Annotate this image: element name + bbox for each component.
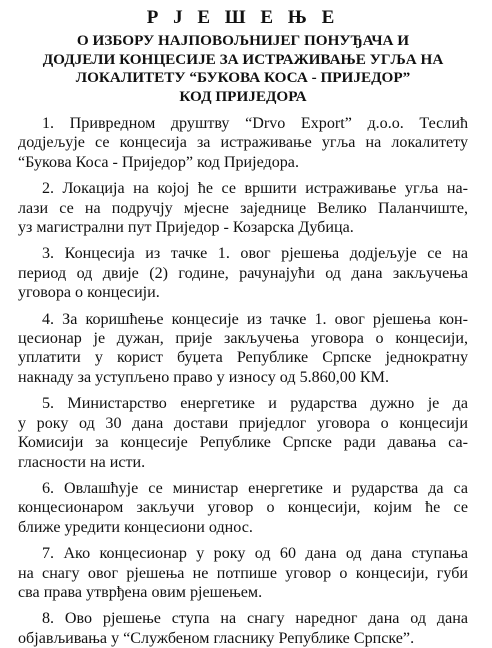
item-line: концесионаром закључи уговор о концесији, којим ће се [18,499,468,517]
item-line: уговора о концесији. [18,284,160,302]
decision-item-3 [18,244,468,302]
decision-item-6 [18,479,468,537]
item-line: 8. Ово рјешење ступа на снагу наредног дана од дана [42,610,468,628]
item-line: објављивања у “Службеном гласнику Републике Српске”. [18,629,415,647]
item-line: 7. Ако концесионар у року од 60 дана од дана ступања [42,545,468,563]
subtitle-line: ЛОКАЛИТЕТУ “БУКОВА КОСА - ПРИЈЕДОР” [75,69,411,86]
decision-item-1 [18,114,468,172]
item-line: период од двије (2) године, рачунајући од дана закључења [18,264,468,282]
item-line: накнаду за уступљено право у износу од 5.860,00 КМ. [18,368,389,386]
decision-item-2 [18,179,468,237]
item-line: 6. Овлашћује се министар енергетике и рударства да са [42,479,468,497]
item-line: лази се на подручју мјесне заједнице Велико Паланчиште, [18,199,468,217]
item-line: уз магистрални пут Приједор - Козарска Дубица. [18,219,354,237]
subtitle-line: ДОДЈЕЛИ КОНЦЕСИЈЕ ЗА ИСТРАЖИВАЊЕ УГЉА НА [42,50,444,68]
item-line: додјељује се концесија за истраживање угља на локалитету [18,134,468,152]
document-title: Р Ј Е Ш Е Њ Е [146,7,340,28]
item-line: у року од 30 дана достави приједлог уговора о концесији [18,414,468,432]
decision-item-5 [18,394,468,472]
item-line: сва права утврђена овим рјешењем. [18,583,263,601]
decision-item-8 [18,609,468,648]
item-line: 2. Локација на којој ће се вршити истраживање угља на- [42,180,468,198]
decision-item-7 [18,544,468,602]
item-line: ближе уредити концесиони однос. [18,518,253,536]
item-line: гласности на исти. [18,453,146,471]
item-line: “Букова Коса - Приједор” код Приједора. [18,153,299,171]
item-line: 1. Привредном друштву “Drvo Export” д.о.о. Теслић [42,115,468,132]
item-line: уплатити у корист буџета Републике Српске једнократну [18,349,468,367]
subtitle-line: КОД ПРИЈЕДОРА [179,87,307,105]
document-subtitle [18,32,468,106]
decision-item-4 [18,310,468,388]
item-line: 3. Концесија из тачке 1. овог рјешења додјељује се на [42,245,468,263]
item-line: на снагу овог рјешења не потпише уговор о концесији, губи [18,564,468,582]
item-line: 4. За коришћење концесије из тачке 1. овог рјешења кон- [42,310,468,328]
item-line: цесионар је дужан, прије закључења уговора о концесији, [18,330,468,348]
subtitle-line: О ИЗБОРУ НАЈПОВОЉНИЈЕГ ПОНУЂАЧА И [76,32,410,49]
item-line: Комисији за концесије Републике Српске ради давања са- [18,434,468,452]
item-line: 5. Министарство енергетике и рударства дужно је да [42,395,468,413]
